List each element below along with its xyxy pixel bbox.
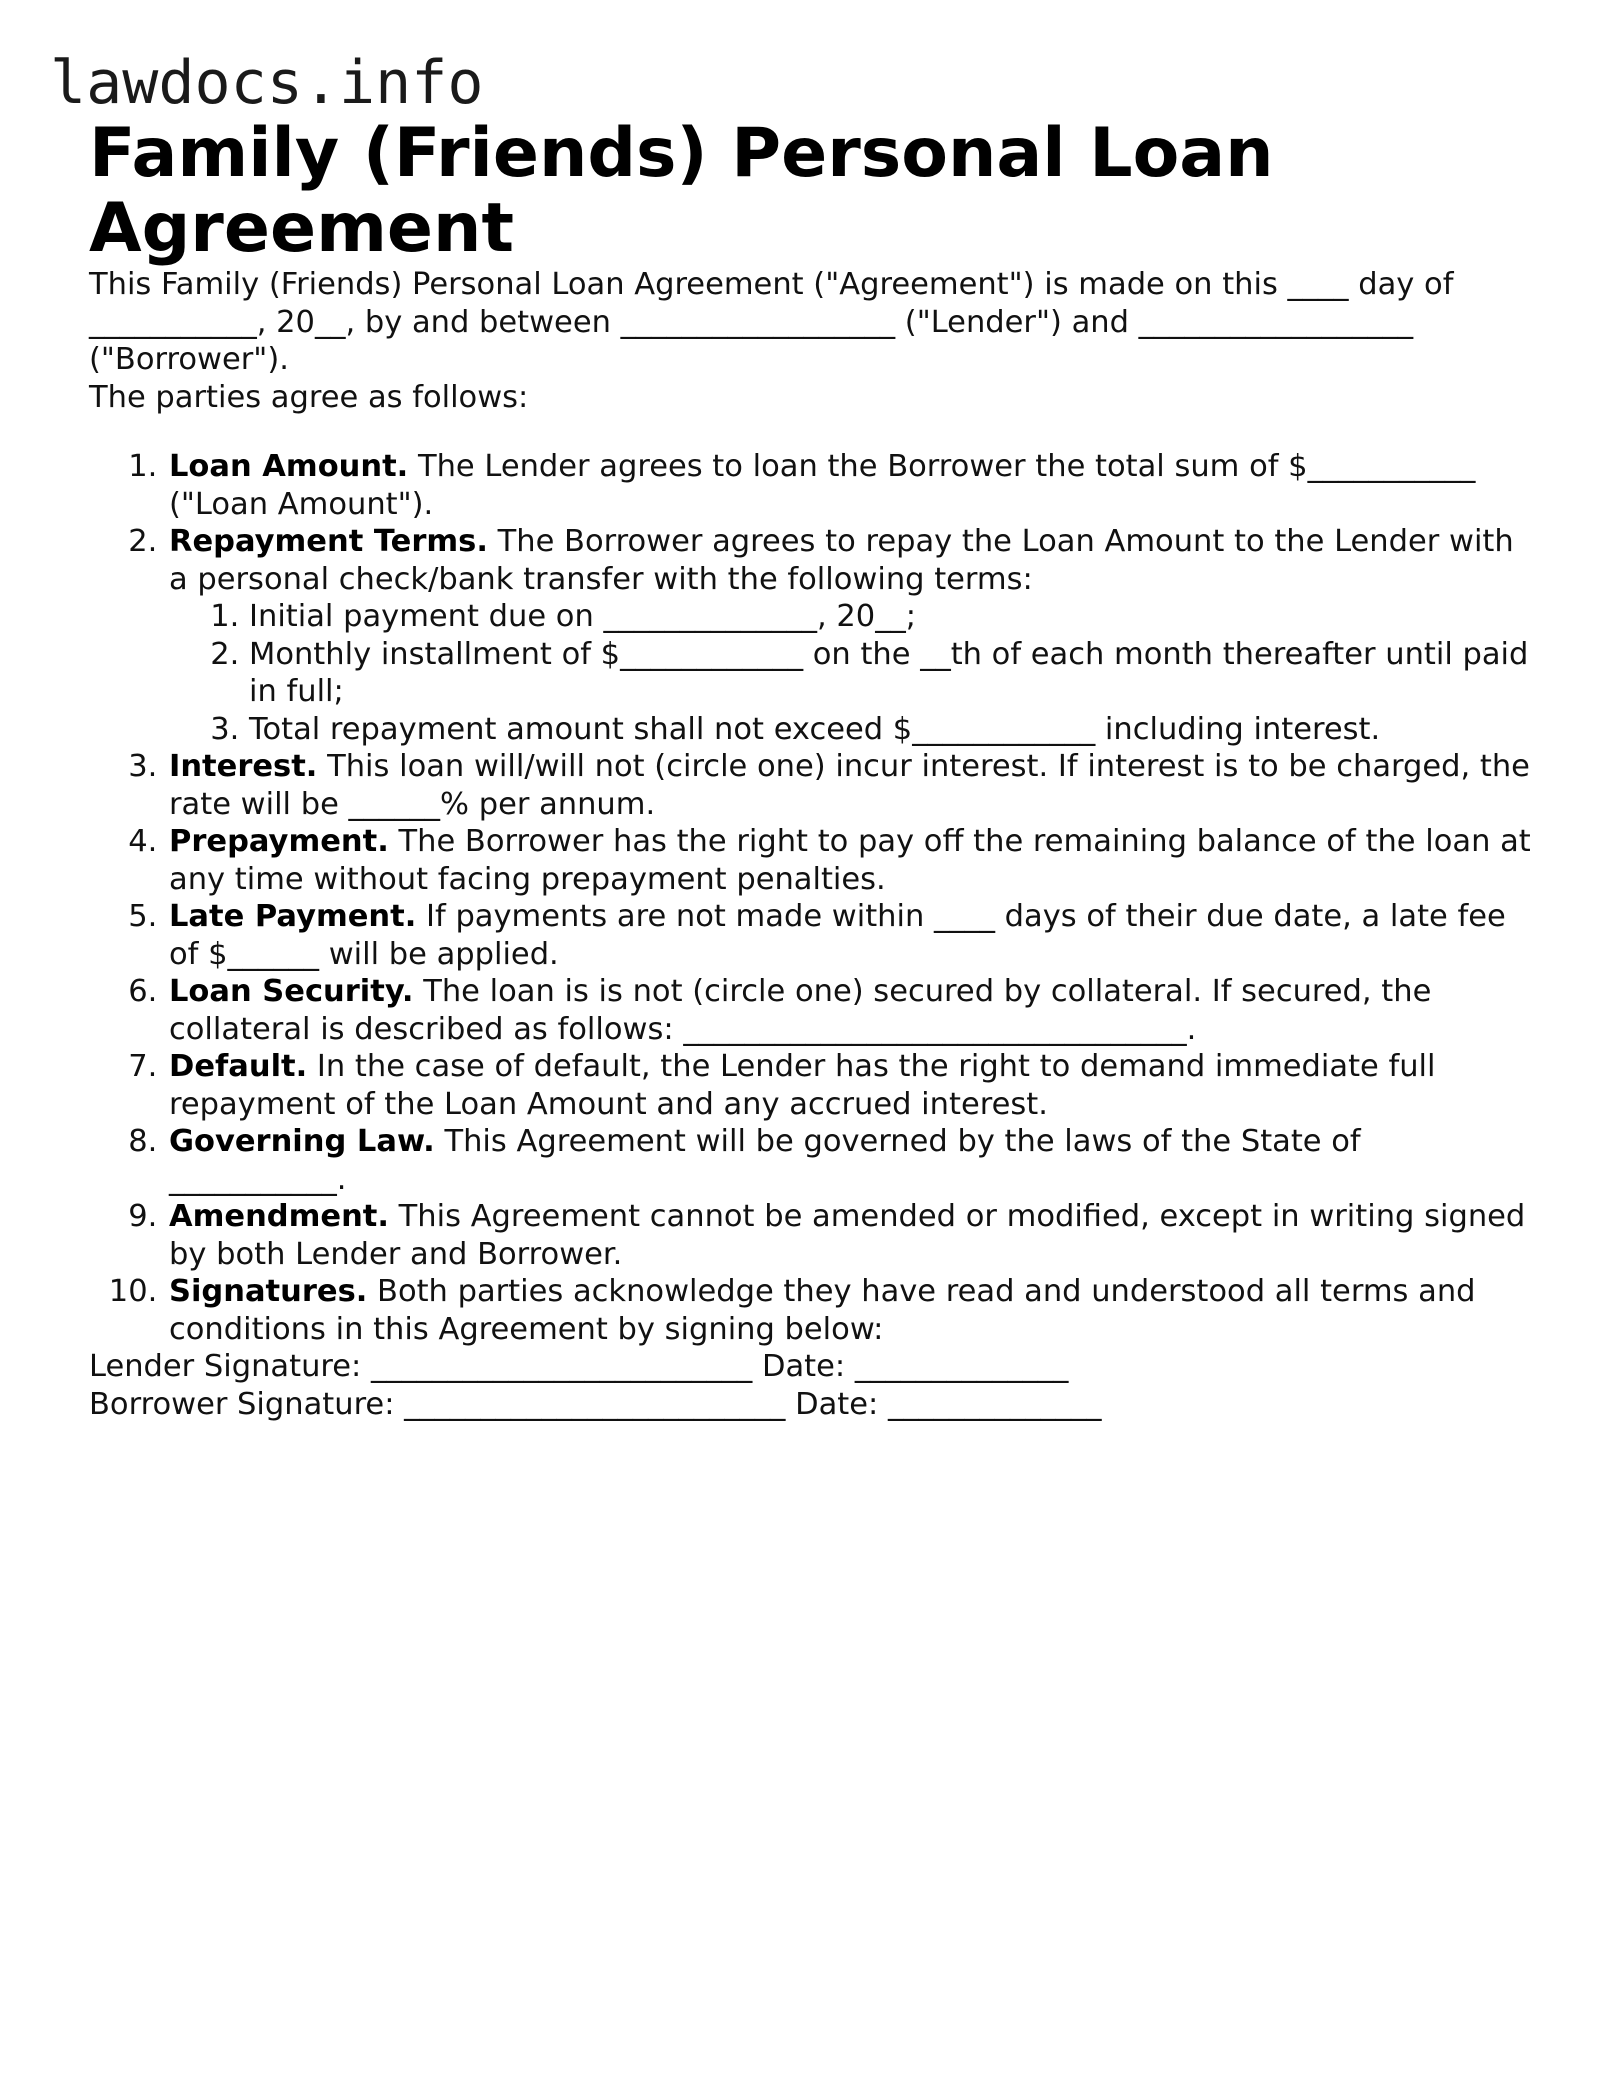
term-text: The Borrower has the right to pay off the remaining balance of the loan at any time without facing prepayment penalties. <box>169 824 1531 897</box>
term-prepayment <box>167 823 1534 898</box>
term-interest <box>167 748 1534 823</box>
site-watermark: lawdocs.info <box>50 48 484 118</box>
term-text: Both parties acknowledge they have read and understood all terms and conditions in this Agreement by signing below: <box>169 1274 1476 1347</box>
term-heading: Interest. <box>169 749 318 784</box>
term-late-payment <box>167 898 1534 973</box>
term-text: This Agreement cannot be amended or modified, except in writing signed by both Lender and Borrower. <box>169 1199 1526 1272</box>
sub-term-monthly-installment: 2. Monthly installment of $____________ on the __th of each month thereafter until paid in full; <box>249 636 1534 711</box>
term-heading: Late Payment. <box>169 899 417 934</box>
term-text: This loan will/will not (circle one) incur interest. If interest is to be charged, the rate will be ______% per annum. <box>169 749 1530 822</box>
term-loan-security <box>167 973 1534 1048</box>
term-repayment-terms <box>167 523 1534 748</box>
term-amendment <box>167 1198 1534 1273</box>
sub-term-total-repayment: 3. Total repayment amount shall not exceed $____________ including interest. <box>249 711 1534 749</box>
term-text: The loan is is not (circle one) secured by collateral. If secured, the collateral is described as follows: _________________________________. <box>169 974 1432 1047</box>
term-heading: Governing Law. <box>169 1124 435 1159</box>
term-text: If payments are not made within ____ days of their due date, a late fee of $______ will be applied. <box>169 899 1506 972</box>
repayment-sub-list <box>169 598 1534 748</box>
intro-paragraph: This Family (Friends) Personal Loan Agreement ("Agreement") is made on this ____ day of ___________, 20__, by and between __________________ ("Lender") and __________________ ("Borrower"). <box>89 267 1454 377</box>
document-title: Family (Friends) Personal Loan Agreement <box>89 114 1274 268</box>
borrower-signature-line: Borrower Signature: _________________________ Date: ______________ <box>89 1386 1102 1422</box>
term-governing-law <box>167 1123 1534 1198</box>
term-heading: Loan Amount. <box>169 449 409 484</box>
term-signatures <box>167 1273 1534 1348</box>
term-heading: Prepayment. <box>169 824 389 859</box>
term-loan-amount <box>167 448 1534 523</box>
term-text: In the case of default, the Lender has the right to demand immediate full repayment of the Loan Amount and any accrued interest. <box>169 1049 1436 1122</box>
term-heading: Default. <box>169 1049 308 1084</box>
term-text: This Agreement will be governed by the laws of the State of ___________. <box>169 1124 1361 1197</box>
parties-line: The parties agree as follows: <box>89 379 529 415</box>
term-text: The Lender agrees to loan the Borrower the total sum of $___________ ("Loan Amount"). <box>169 449 1476 522</box>
term-heading: Signatures. <box>169 1274 368 1309</box>
term-heading: Loan Security. <box>169 974 414 1009</box>
term-heading: Amendment. <box>169 1199 389 1234</box>
term-heading: Repayment Terms. <box>169 524 488 559</box>
term-default <box>167 1048 1534 1123</box>
sub-term-initial-payment: 1. Initial payment due on ______________, 20__; <box>249 598 1534 636</box>
document-body <box>89 116 1534 1423</box>
lender-signature-line: Lender Signature: _________________________ Date: ______________ <box>89 1349 1069 1384</box>
term-text: The Borrower agrees to repay the Loan Amount to the Lender with a personal check/bank transfer with the following terms: <box>169 524 1514 597</box>
terms-list <box>89 448 1534 1348</box>
